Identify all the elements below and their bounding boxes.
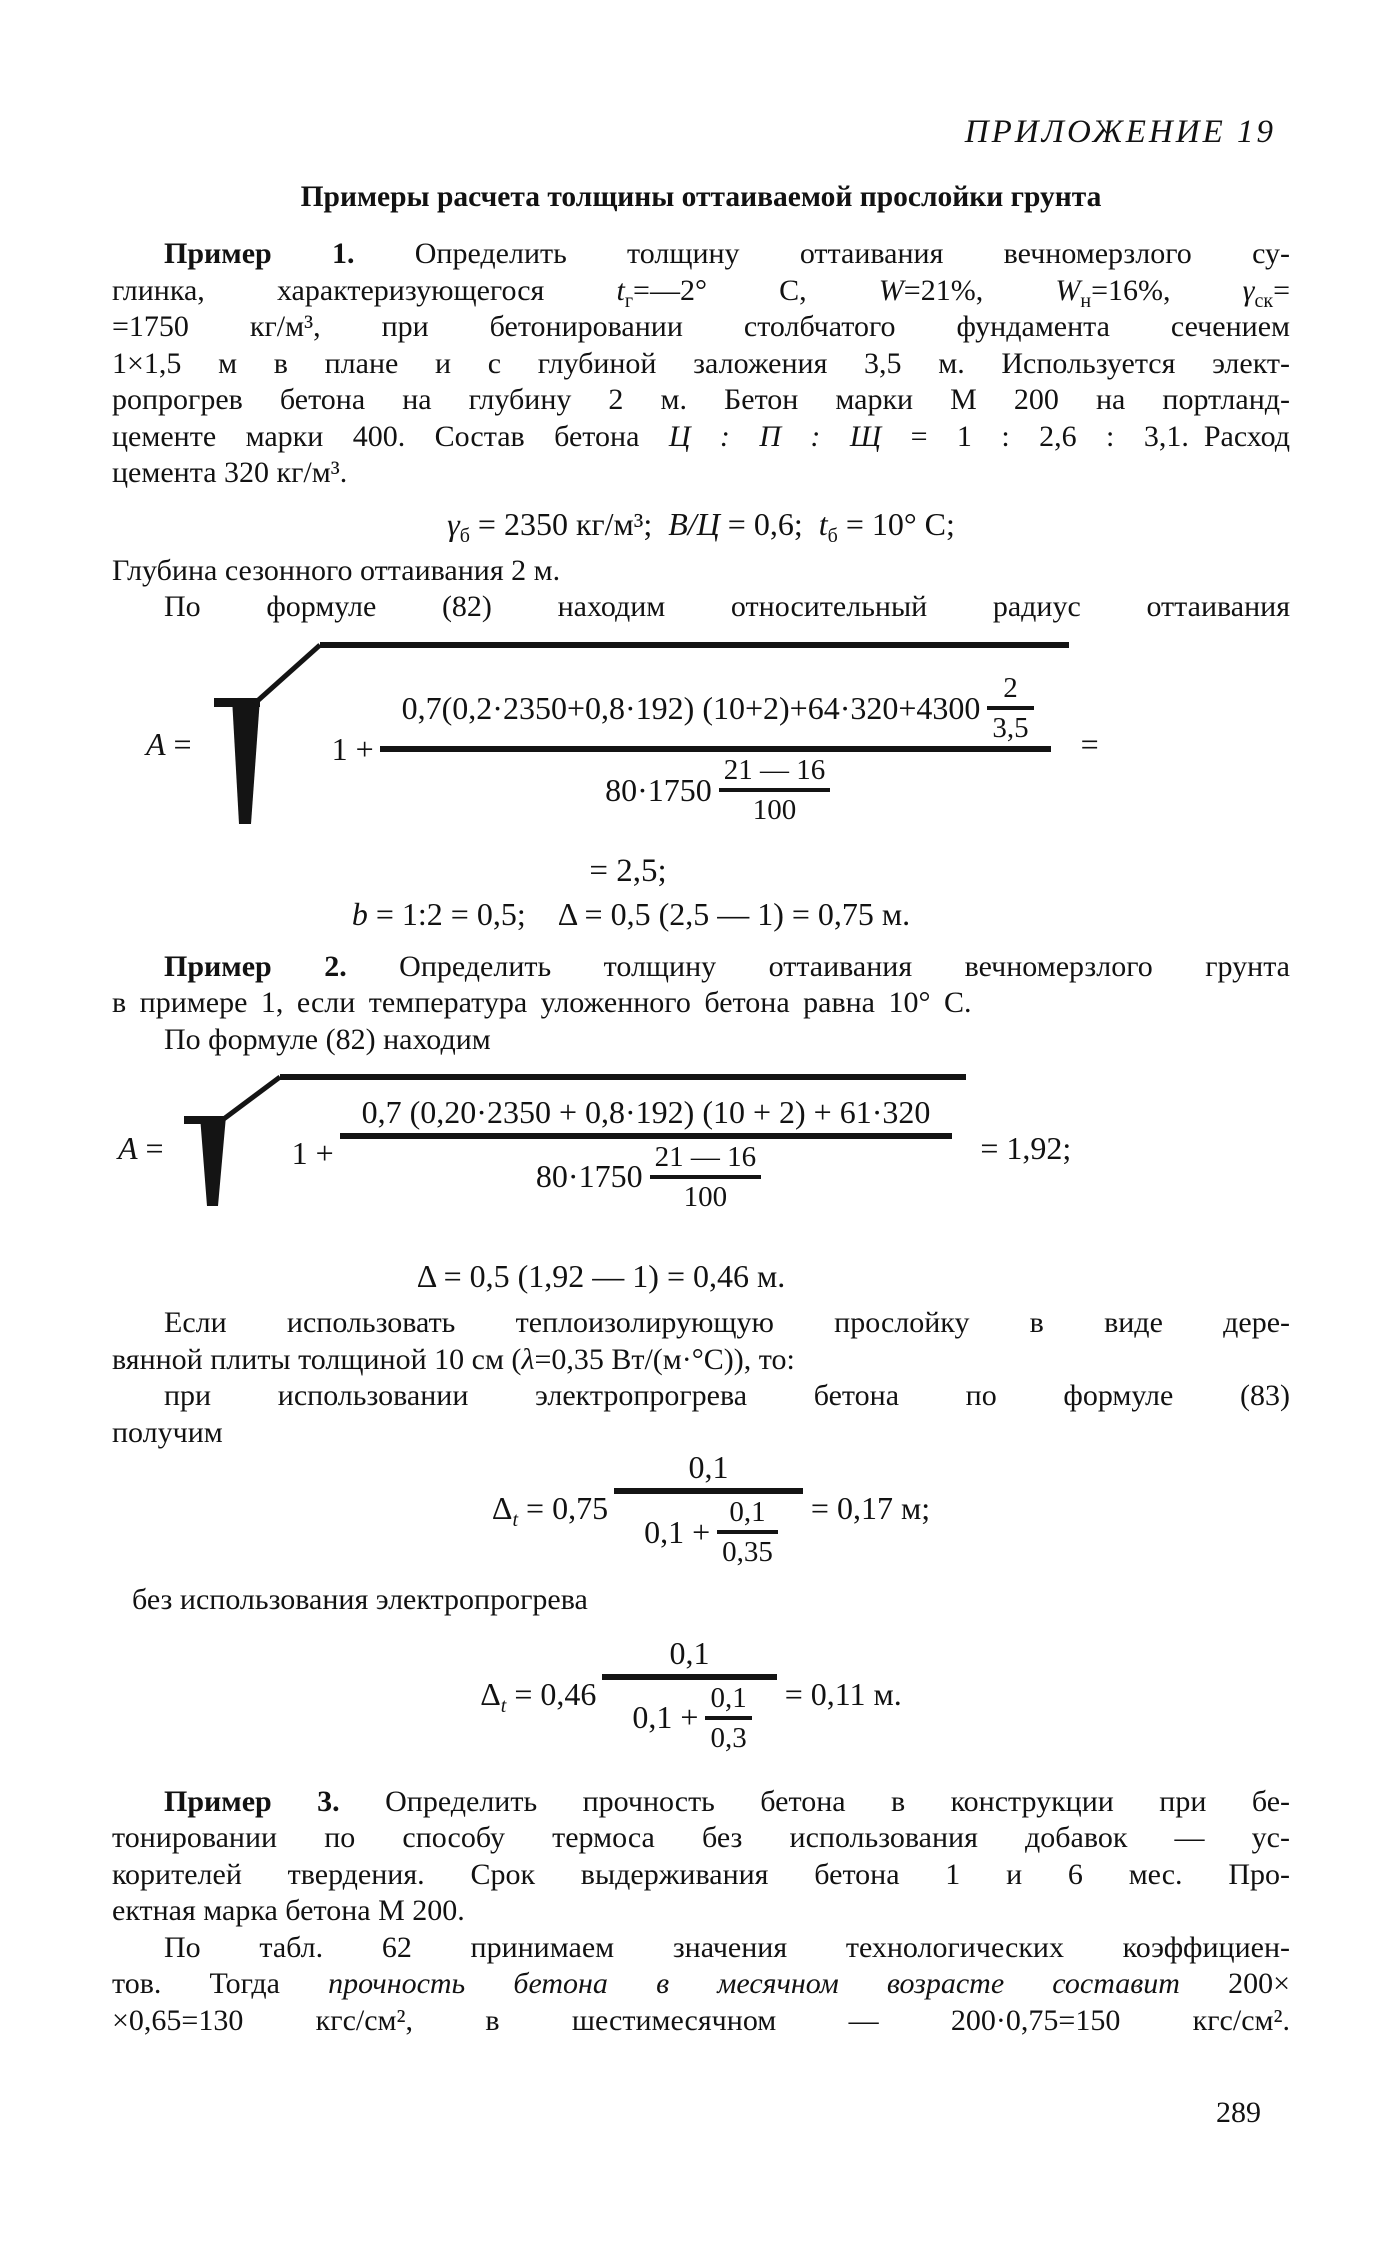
text-line [112,1784,1290,1821]
math-var-delta: Δ [491,1490,513,1526]
text-line: цемента 320 кг/м³. [112,456,348,489]
text-line: Глубина сезонного оттаивания 2 м. [112,553,561,587]
text-line: 1×1,5 м в плане и с глубиной заложения 3,5 м. Используется элект- [112,346,1290,380]
math-var-A: A [146,725,166,762]
formula-result: = 1,92; [980,1129,1072,1166]
subscript: t [512,1509,519,1531]
coefficient: = 0,46 [506,1675,597,1712]
subscript: t [500,1694,507,1717]
math-var-b: b [351,895,368,932]
text-line: ектная марка бетона М 200. [112,1894,465,1927]
coefficient: = 0,75 [518,1490,609,1526]
math-var-A: A [118,1129,138,1166]
text-line: По табл. 62 принимаем значения технологических коэффициен- [164,1930,1290,1964]
denominator-term: 0,1 + [632,1699,699,1735]
formula-lhs [491,1490,609,1531]
fraction-numerator: 0,1 [669,1634,710,1671]
fraction-bar [705,1716,751,1720]
fraction-bar [717,1530,778,1534]
text-run: = 0,6; [719,505,819,542]
text-line [112,949,1290,986]
nested-fraction [724,754,826,826]
text-run: Определить прочность бетона в конструкции при бе- [339,1784,1290,1818]
subscript: г [624,289,634,312]
text-run: = 2350 кг/м³; [469,505,669,542]
text-run: =16%, [1091,273,1243,307]
nested-numerator: 0,1 [729,1496,766,1528]
text-line [112,236,1290,273]
fraction-denominator [610,1680,768,1756]
one-plus: 1 + [331,730,374,767]
text-run: вянной плиты толщиной 10 см ( [112,1342,522,1376]
formula-delta-t-electro [122,1447,1300,1570]
fraction-numerator: 0,1 [688,1449,729,1485]
text-line: корителей твердения. Срок выдерживания бетона 1 и 6 мес. Про- [112,1857,1290,1891]
radical-sign [174,1074,282,1222]
text-line: получим [112,1415,223,1449]
paragraph-example3 [112,1784,1290,2040]
text-run: Определить толщину оттаивания вечномерзлого грунта [346,949,1290,983]
nested-numerator: 2 [1003,672,1018,704]
text-line [112,1342,1290,1379]
fraction-numerator [348,1092,945,1133]
nested-denominator: 100 [683,1180,728,1213]
paragraph-depth [112,553,1290,626]
text-run: = 1 : 2,6 : 3,1. Расход [881,419,1290,453]
formula-delta-t-no-electro [102,1633,1280,1756]
math-var-delta: Δ [480,1675,501,1712]
text-line: в примере 1, если температура уложенного бетона равна 10° С. [112,986,972,1019]
text-run: 200× [1179,1967,1290,2000]
text-run: = [1273,273,1290,307]
text-run: = 1:2 = 0,5; Δ = 0,5 (2,5 — 1) = 0,75 м. [367,895,911,932]
text-line: ×0,65=130 кгс/см², в шестимесячном — 200·0,75=150 кгс/см². [112,2003,1290,2037]
text-run: глинка, характеризующегося [112,273,617,307]
math-var-W: W [1055,273,1081,307]
subscript: б [827,524,838,547]
fraction-denominator [622,1494,795,1570]
nested-fraction [722,1496,773,1568]
text-line: Если использовать теплоизолирующую прослойку в виде дере- [164,1306,1290,1339]
radicand [280,1074,967,1222]
text-line: тонировании по способу термоса без использования добавок — ус- [112,1821,1290,1854]
main-fraction [622,1447,795,1570]
formula-lhs [118,1130,164,1167]
nested-numerator: 21 — 16 [723,754,826,786]
math-var-gamma: γ [447,505,460,542]
text-run: тов. Тогда [112,1967,329,2000]
numerator-expression: 0,7 (0,20·2350 + 0,8·192) (10 + 2) + 61·320 [361,1093,931,1130]
text-run: =0,35 Вт/(м·°С)), то: [534,1342,795,1376]
nested-numerator: 0,1 [710,1681,747,1714]
formula-result: = 2,5; [589,852,667,889]
nested-denominator: 0,35 [722,1536,773,1568]
math-var-VC: В/Ц [668,505,720,542]
fraction-numerator [388,670,1043,746]
formula-result: = 0,17 м; [810,1490,931,1526]
nested-denominator: 3,5 [992,712,1029,744]
formula-row [146,642,1290,847]
radicand [320,642,1069,847]
text-run: Определить толщину оттаивания вечномерзлого су- [354,237,1290,270]
page-title: Примеры расчета толщины оттаиваемой прослойки грунта [300,181,1102,213]
fraction-bar [719,788,831,792]
numerator-expression: 0,7(0,2·2350+0,8·192) (10+2)+64·320+4300 [401,689,981,726]
subscript: н [1080,289,1092,312]
math-mix-ratio: Ц : П : Щ [668,419,882,453]
text-line: По формуле (82) находим [164,1022,491,1056]
math-var-t: t [616,273,625,307]
equation-b-delta [42,896,1220,933]
fraction-bar [650,1175,762,1179]
paragraph-insulation [112,1305,1290,1451]
example2-label: Пример 2. [164,949,347,983]
formula-result: = 0,11 м. [784,1675,902,1712]
denominator-coefficient: 80·1750 [535,1158,643,1194]
math-var-lambda: λ [521,1342,535,1376]
nested-fraction [710,1682,746,1754]
text-line [112,1966,1290,2003]
nested-denominator: 100 [752,794,797,826]
text-line: =1750 кг/м³, при бетонировании столбчатого фундамента сечением [112,310,1290,343]
math-var-t: t [818,505,828,542]
paragraph-example2 [112,949,1290,1059]
one-plus: 1 + [291,1134,334,1171]
formula-lhs [480,1675,597,1717]
equation-delta-2: Δ = 0,5 (1,92 — 1) = 0,46 м. [416,1258,786,1294]
text-line: По формуле (82) находим относительный радиус оттаивания [164,590,1290,623]
text-run: =21%, [903,273,1056,307]
subscript: ск [1254,289,1274,312]
formula-row [118,1074,1290,1222]
text-line: ропрогрев бетона на глубину 2 м. Бетон марки М 200 на портланд- [112,383,1290,416]
example3-label: Пример 3. [164,1784,340,1818]
formula-relative-thaw-radius-2 [118,1074,1290,1222]
nested-fraction [992,672,1028,744]
formula-relative-thaw-radius-1 [146,642,1290,890]
trailing-equals: = [1080,725,1099,762]
example1-label: Пример 1. [164,237,355,270]
emphasized-run: прочность бетона в месячном возрасте составит [328,1967,1180,2000]
page-number: 289 [1216,2096,1261,2129]
nested-fraction [655,1141,757,1213]
equals-sign: = [165,725,192,762]
main-fraction [610,1633,768,1756]
equals-sign: = [137,1129,164,1166]
text-line [112,273,1290,310]
text-line: при использовании электропрогрева бетона по формуле (83) [164,1379,1290,1412]
nested-numerator: 21 — 16 [654,1140,757,1173]
radical-sign [202,642,322,847]
equation-parameters [112,505,1290,547]
text-run: = 10° С; [837,505,955,542]
text-line [112,419,1290,456]
math-var-W: W [878,273,904,307]
appendix-heading: ПРИЛОЖЕНИЕ 19 [964,114,1276,150]
main-fraction [388,670,1043,828]
math-var-gamma: γ [1242,273,1255,307]
formula-lhs [146,726,192,763]
fraction-bar [987,706,1033,710]
subscript: б [459,524,470,547]
paragraph-without-electro: без использования электропрогрева [132,1583,588,1616]
text-run: =—2° С, [633,273,879,307]
text-run: цементе марки 400. Состав бетона [112,419,669,453]
fraction-denominator [591,752,839,828]
fraction-denominator [522,1139,770,1215]
main-fraction [348,1092,945,1215]
nested-denominator: 0,3 [710,1721,747,1754]
page-content [112,0,1290,2039]
denominator-coefficient: 80·1750 [605,771,712,808]
paragraph-example1 [112,236,1290,492]
denominator-term: 0,1 + [644,1513,711,1550]
